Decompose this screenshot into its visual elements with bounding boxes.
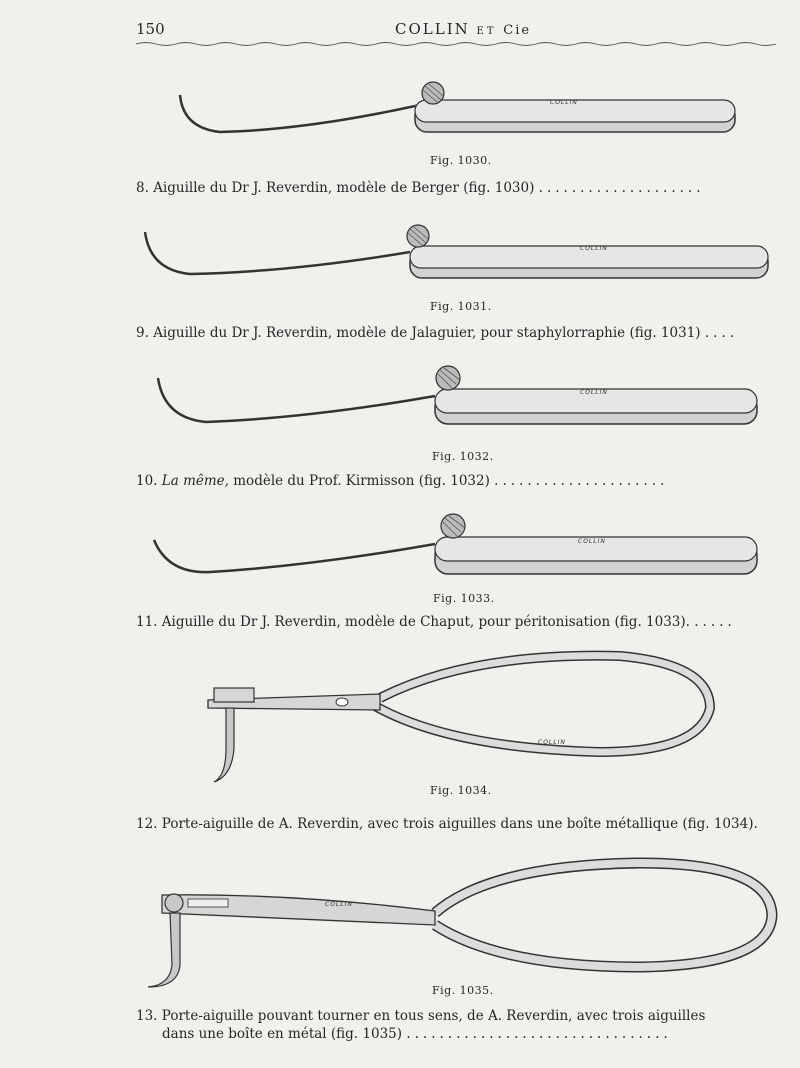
entry-9-dots: .... (704, 325, 739, 341)
entry-12-num: 12. (136, 816, 158, 832)
entry-10-dots: ..................... (494, 473, 669, 489)
entry-9-text: Aiguille du Dr J. Reverdin, modèle de Jalaguier, pour staphylorraphie (fig. 1031) (153, 325, 701, 341)
header-rule (136, 40, 776, 48)
figure-1032-caption: Fig. 1032. (432, 450, 494, 463)
entry-13-dots: ................................ (406, 1026, 672, 1042)
entry-11-num: 11. (136, 614, 158, 630)
figure-1031-caption: Fig. 1031. (430, 300, 492, 313)
figure-1030-caption: Fig. 1030. (430, 154, 492, 167)
header-co: Cie (503, 23, 532, 38)
figure-1030-needle (175, 80, 740, 140)
figure-1035-brand: COLLIN (325, 901, 353, 908)
entry-8-text: Aiguille du Dr J. Reverdin, modèle de Berger (fig. 1030) (153, 180, 535, 196)
entry-10-num: 10. (136, 473, 158, 489)
entry-11-dots: ..... (694, 614, 736, 630)
figure-1035-caption: Fig. 1035. (432, 984, 494, 997)
entry-12 (136, 816, 758, 832)
running-header (395, 20, 531, 38)
page-number: 150 (136, 20, 165, 38)
entry-13-text: Porte-aiguille pouvant tourner en tous sens, de A. Reverdin, avec trois aiguilles (161, 1008, 706, 1024)
figure-1034-caption: Fig. 1034. (430, 784, 492, 797)
header-title: COLLIN (395, 20, 470, 38)
entry-13-line2 (162, 1026, 672, 1042)
entry-8-num: 8. (136, 180, 149, 196)
figure-1033-caption: Fig. 1033. (433, 592, 495, 605)
entry-11-text: Aiguille du Dr J. Reverdin, modèle de Chaput, pour péritonisation (fig. 1033). (161, 614, 690, 630)
figure-1033-brand: COLLIN (578, 538, 606, 545)
figure-1032-brand: COLLIN (580, 389, 608, 396)
entry-13-num: 13. (136, 1008, 158, 1024)
entry-8 (136, 180, 705, 196)
figure-1031-brand: COLLIN (580, 245, 608, 252)
figure-1034-brand: COLLIN (538, 739, 566, 746)
entry-10-italic: La même, (161, 473, 229, 489)
figure-1034-needle-holder (200, 648, 720, 788)
entry-12-text: Porte-aiguille de A. Reverdin, avec trois aiguilles dans une boîte métallique (fig. 1034). (161, 816, 758, 832)
figure-1035-needle-holder (140, 855, 780, 990)
entry-9-num: 9. (136, 325, 149, 341)
figure-1030-brand: COLLIN (550, 99, 578, 106)
entry-13 (136, 1008, 705, 1024)
figure-1031-needle (140, 220, 772, 285)
entry-8-dots: .................... (538, 180, 705, 196)
entry-11 (136, 614, 736, 630)
figure-1033-needle (150, 510, 762, 580)
entry-9 (136, 325, 738, 341)
header-et: ET (476, 26, 497, 37)
entry-10 (136, 473, 668, 489)
entry-13-text2: dans une boîte en métal (fig. 1035) (162, 1026, 403, 1042)
entry-10-text: modèle du Prof. Kirmisson (fig. 1032) (228, 473, 490, 489)
figure-1032-needle (150, 362, 762, 432)
